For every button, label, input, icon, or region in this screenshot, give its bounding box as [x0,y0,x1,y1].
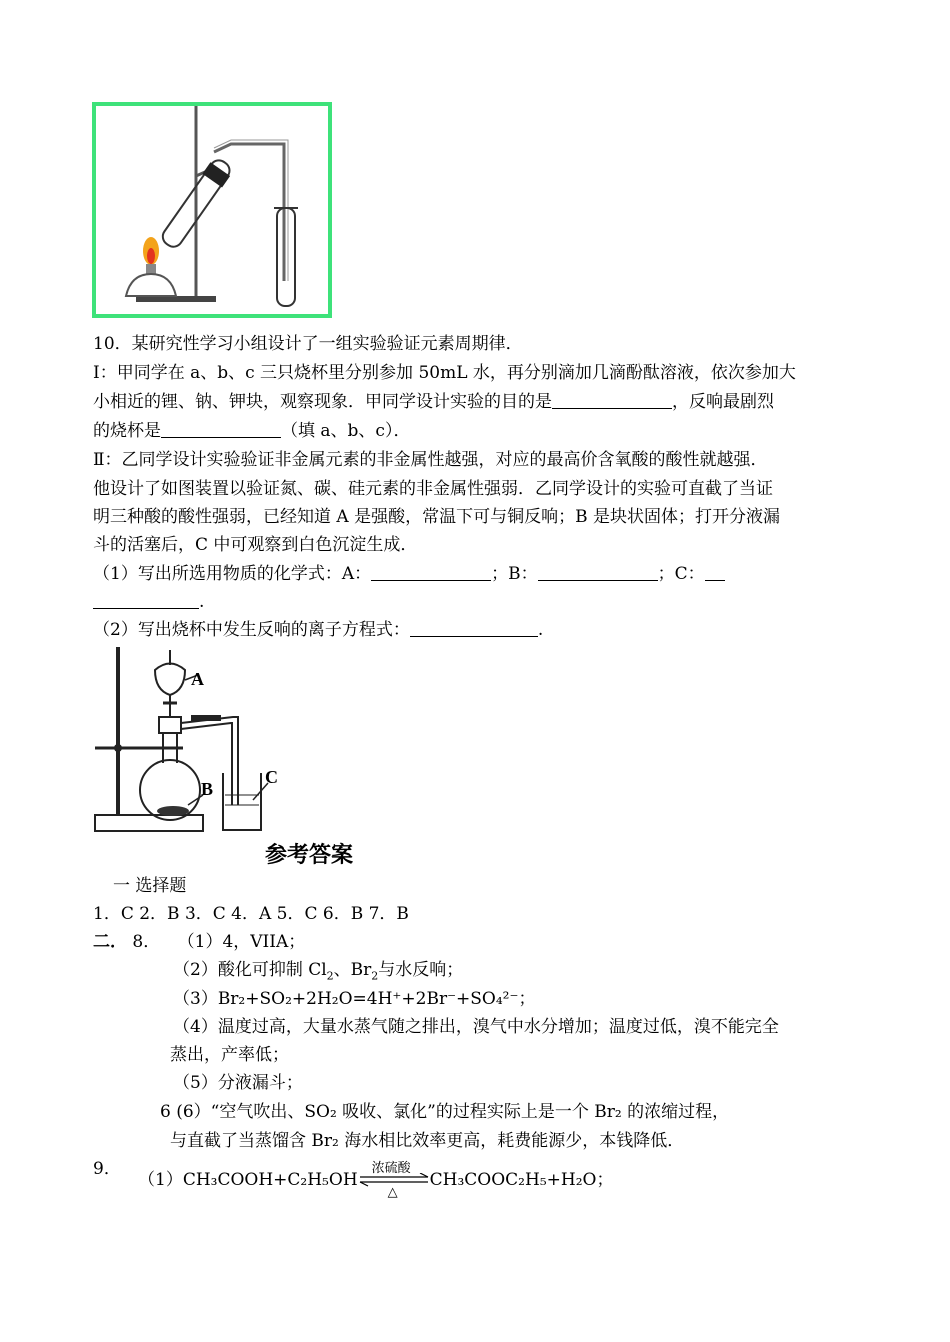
label-a: A [191,669,204,689]
q8-answer-6-line2: 与直截了当蒸馏含 Br₂ 海水相比效率更高，耗费能源少，本钱降低． [170,1131,685,1151]
reversible-arrow [358,1161,430,1201]
q8-answer-4-line1: （4）温度过高，大量水蒸气随之排出，溴气中水分增加；温度过低，溴不能完全 [173,1017,779,1037]
q8-answer-2-a: （2）酸化可抑制 Cl [173,960,327,980]
q10-line-4 [93,417,410,445]
label-c: C [265,767,278,787]
q10-line-8: 斗的活塞后，C 中可观察到白色沉淀生成． [93,535,418,555]
q10-part2-label: （2）写出烧杯中发生反响的离子方程式： [93,620,410,640]
q9-answer-1 [138,1160,613,1201]
q8-answer-6-line1: 6 (6）“空气吹出、SO₂ 吸收、氯化”的过程实际上是一个 Br₂ 的浓缩过程， [160,1102,730,1122]
q10-line-10 [93,588,204,616]
q10-line-10-tail: . [199,592,205,612]
q10-line-9 [93,560,725,588]
answer-blank-c-start[interactable] [705,562,725,581]
condition-heat: △ [387,1184,398,1200]
q8-header [93,928,305,956]
mc-answers: 1．C 2．B 3．C 4．A 5．C 6．B 7．B [93,904,409,924]
q10-line-1: 10．某研究性学习小组设计了一组实验验证元素周期律． [93,334,523,354]
q10-line-4-text: 的烧杯是 [93,421,161,441]
q10-line-3-tail: ，反响最剧烈 [672,392,774,412]
answer-blank-b[interactable] [538,562,658,581]
q9-number: 9． [93,1159,121,1179]
section-multiple-choice: 一 选择题 [113,876,187,896]
acid-strength-apparatus-figure [93,645,283,835]
heating-apparatus-figure [92,102,332,318]
answer-blank-ionic-equation[interactable] [410,618,538,637]
q8-answer-5: （5）分液漏斗； [173,1073,303,1093]
q10-line-4-tail: （填 a、b、c）． [281,421,411,441]
q10-part1-b: ；B： [491,564,538,584]
sub-2: 2 [371,969,379,983]
q10-line-3 [93,388,774,416]
q9-products: CH₃COOC₂H₅+H₂O； [429,1170,614,1190]
q10-line-11 [93,616,543,644]
q10-line-5: Ⅱ：乙同学设计实验验证非金属元素的非金属性越强，对应的最高价含氧酸的酸性就越强． [93,450,768,470]
q8-answer-2-b: 、Br [333,960,372,980]
q10-part1-c: ；C： [657,564,705,584]
q10-line-2: Ⅰ：甲同学在 a、b、c 三只烧杯里分别参加 50mL 水，再分别滴加几滴酚酞溶液，依次参加大 [93,363,796,383]
q8-answer-1: （1）4，VIIA； [177,932,306,952]
answer-blank-c[interactable] [93,590,199,609]
q8-answer-2-c: 与水反响； [378,960,464,980]
q9-reactants: （1）CH₃COOH+C₂H₅OH [138,1170,358,1190]
answer-blank-beaker[interactable] [161,419,281,438]
q10-line-3-text: 小相近的锂、钠、钾块，观察现象．甲同学设计实验的目的是 [93,392,552,412]
sub-2: 2 [326,969,334,983]
heating-apparatus-diagram [96,106,328,314]
q8-answer-3: （3）Br₂+SO₂+2H₂O=4H⁺+2Br⁻+SO₄²⁻； [173,989,536,1009]
q10-part1-label: （1）写出所选用物质的化学式：A： [93,564,372,584]
q10-line-6: 他设计了如图装置以验证氮、碳、硅元素的非金属性强弱．乙同学设计的实验可直截了当证 [93,479,773,499]
answer-blank-a[interactable] [371,562,491,581]
condition-catalyst: 浓硫酸 [371,1160,411,1176]
q8-number: 8． [132,932,161,952]
q8-answer-4-line2: 蒸出，产率低； [170,1045,289,1065]
q10-line-7: 明三种酸的酸性强弱，已经知道 A 是强酸，常温下可与铜反响；B 是块状固体；打开分液漏 [93,507,780,527]
section-two-number: 二． [93,932,127,952]
answers-title: 参考答案 [265,843,354,868]
answer-blank-purpose[interactable] [552,390,672,409]
acid-strength-apparatus-diagram [93,645,283,835]
label-b: B [201,779,214,799]
q10-line-11-tail: . [537,620,544,640]
